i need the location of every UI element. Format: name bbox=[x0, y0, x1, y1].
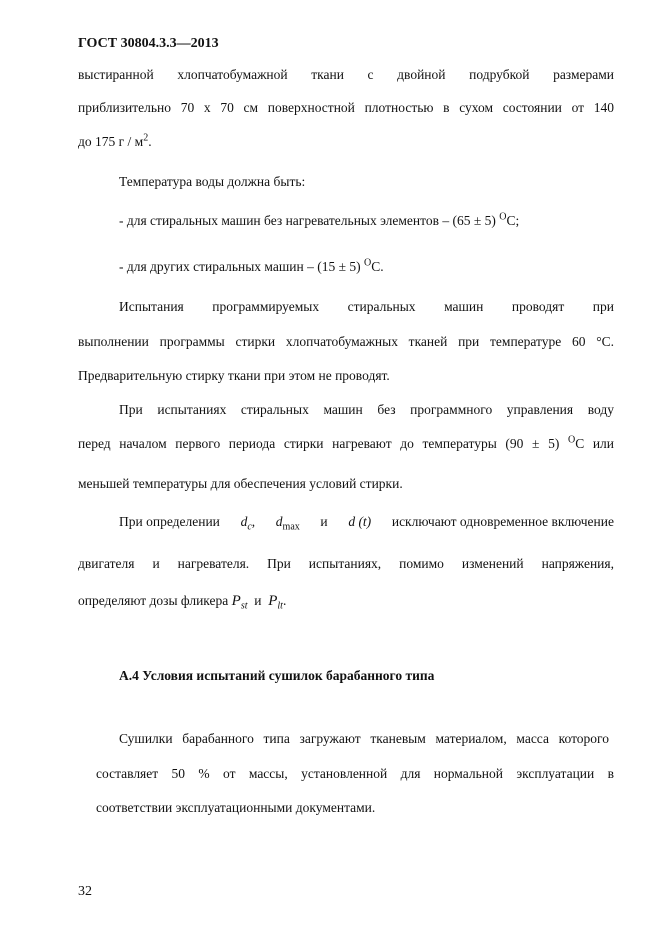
p3-line-3: меньшей температуры для обеспечения условий стирки. bbox=[78, 476, 403, 491]
p4-line-2: двигателя и нагревателя. При испытаниях, помимо изменений напряжения, bbox=[78, 556, 614, 571]
p5-line-3: соответствии эксплуатационными документами. bbox=[96, 800, 376, 815]
p5-line-1: Сушилки барабанного типа загружают тканевым материалом, масса которого bbox=[119, 731, 609, 746]
p3-line-1: При испытаниях стиральных машин без программного управления воду bbox=[119, 402, 614, 417]
p4-line-3: определяют дозы фликера $P_{st}$ и $P_{lt}$. bbox=[78, 593, 287, 612]
p2-line-3: Предварительную стирку ткани при этом не проводят. bbox=[78, 368, 390, 383]
p1-line-2: приблизительно 70 х 70 см поверхностной плотностью в сухом состоянии от 140 bbox=[78, 100, 614, 115]
water-item-1: - для стиральных машин без нагревательных элементов – (65 ± 5) $^О$С; bbox=[119, 211, 520, 228]
p2-line-2: выполнении программы стирки хлопчатобумажных тканей при температуре 60 °С. bbox=[78, 334, 614, 349]
water-intro: Температура воды должна быть: bbox=[119, 174, 306, 189]
water-item-2: - для других стиральных машин – (15 ± 5) $^О$С. bbox=[119, 257, 384, 274]
p4-line-1: При определении $d_c$, $d_{max}$ и d (t) исключают одновременное включение bbox=[119, 514, 614, 533]
p2-line-1: Испытания программируемых стиральных машин проводят при bbox=[119, 299, 614, 314]
document-header: ГОСТ 30804.3.3—2013 bbox=[78, 36, 219, 51]
p3-line-2: перед началом первого периода стирки нагревают до температуры (90 ± 5) $^О$С или bbox=[78, 434, 614, 451]
p1-line-3: до 175 г / $м^2$. bbox=[78, 132, 152, 149]
p1-line-1: выстиранной хлопчатобумажной ткани с двойной подрубкой размерами bbox=[78, 67, 614, 82]
p5-line-2: составляет 50 % от массы, установленной для нормальной эксплуатации в bbox=[96, 766, 614, 781]
section-heading: А.4 Условия испытаний сушилок барабанного типа bbox=[119, 668, 435, 683]
page-number: 32 bbox=[78, 884, 92, 899]
